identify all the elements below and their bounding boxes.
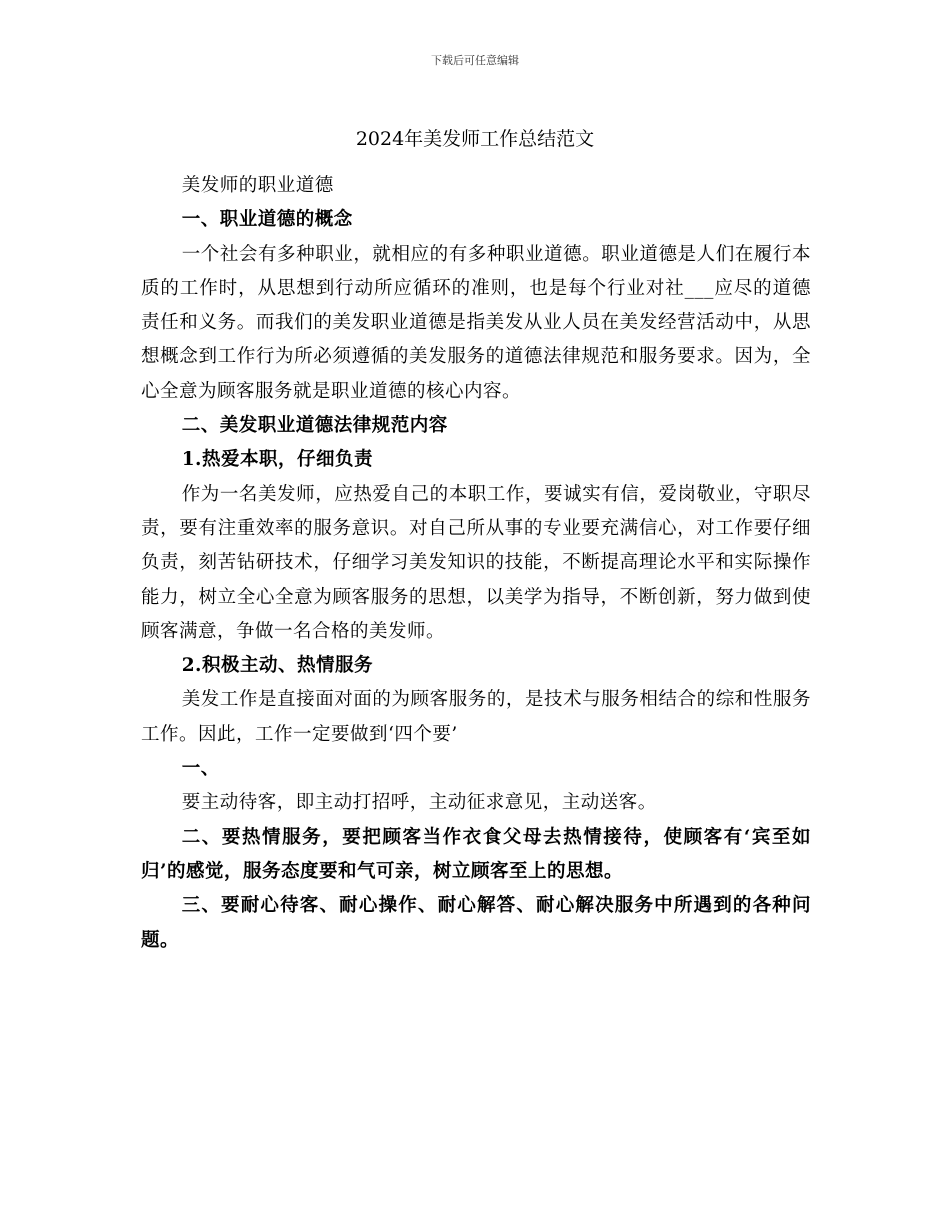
document-title: 2024年美发师工作总结范文: [355, 128, 595, 150]
paragraph-love-job: 作为一名美发师，应热爱自己的本职工作，要诚实有信，爱岗敬业，守职尽责，要有注重效率的服务意识。对自己所从事的专业要充满信心，对工作要仔细负责，刻苦钻研技术，仔细学习美发知识的技能，不断提高理论水平和实际操作能力，树立全心全意为顾客服务的思想，以美学为指导，不断创新，努力做到使顾客满意，争做一名合格的美发师。: [141, 483, 811, 642]
paragraph-concept: 一个社会有多种职业，就相应的有多种职业道德。职业道德是人们在履行本质的工作时，从思想到行动所应循环的准则，也是每个行业对社___应尽的道德责任和义务。而我们的美发职业道德是指美发从业人员在美发经营活动中，从思想概念到工作行为所必须遵循的美发服务的道德法律规范和服务要求。因为，全心全意为顾客服务就是职业道德的核心内容。: [141, 243, 811, 402]
page-header-note: 下载后可任意编辑: [431, 54, 519, 67]
paragraph-warm-service: 二、要热情服务，要把顾客当作衣食父母去热情接待，使顾客有‘宾至如归’的感觉，服务态度要和气可亲，树立顾客至上的思想。: [141, 826, 811, 882]
section-intro: 美发师的职业道德: [181, 175, 334, 196]
paragraph-active-service: 要主动待客，即主动打招呼，主动征求意见，主动送客。: [181, 792, 657, 814]
subheading-1: 1.热爱本职，仔细负责: [181, 449, 374, 471]
paragraph-patient-service: 三、要耐心待客、耐心操作、耐心解答、耐心解决服务中所遇到的各种问题。: [141, 895, 811, 951]
subheading-2: 2.积极主动、热情服务: [181, 655, 374, 677]
list-marker-1: 一、: [181, 758, 220, 780]
heading-2: 二、美发职业道德法律规范内容: [181, 415, 448, 437]
document-body: [141, 169, 811, 958]
heading-1: 一、职业道德的概念: [181, 209, 353, 231]
paragraph-service: 美发工作是直接面对面的为顾客服务的，是技术与服务相结合的综和性服务工作。因此，工作一定要做到‘四个要’: [141, 689, 811, 745]
